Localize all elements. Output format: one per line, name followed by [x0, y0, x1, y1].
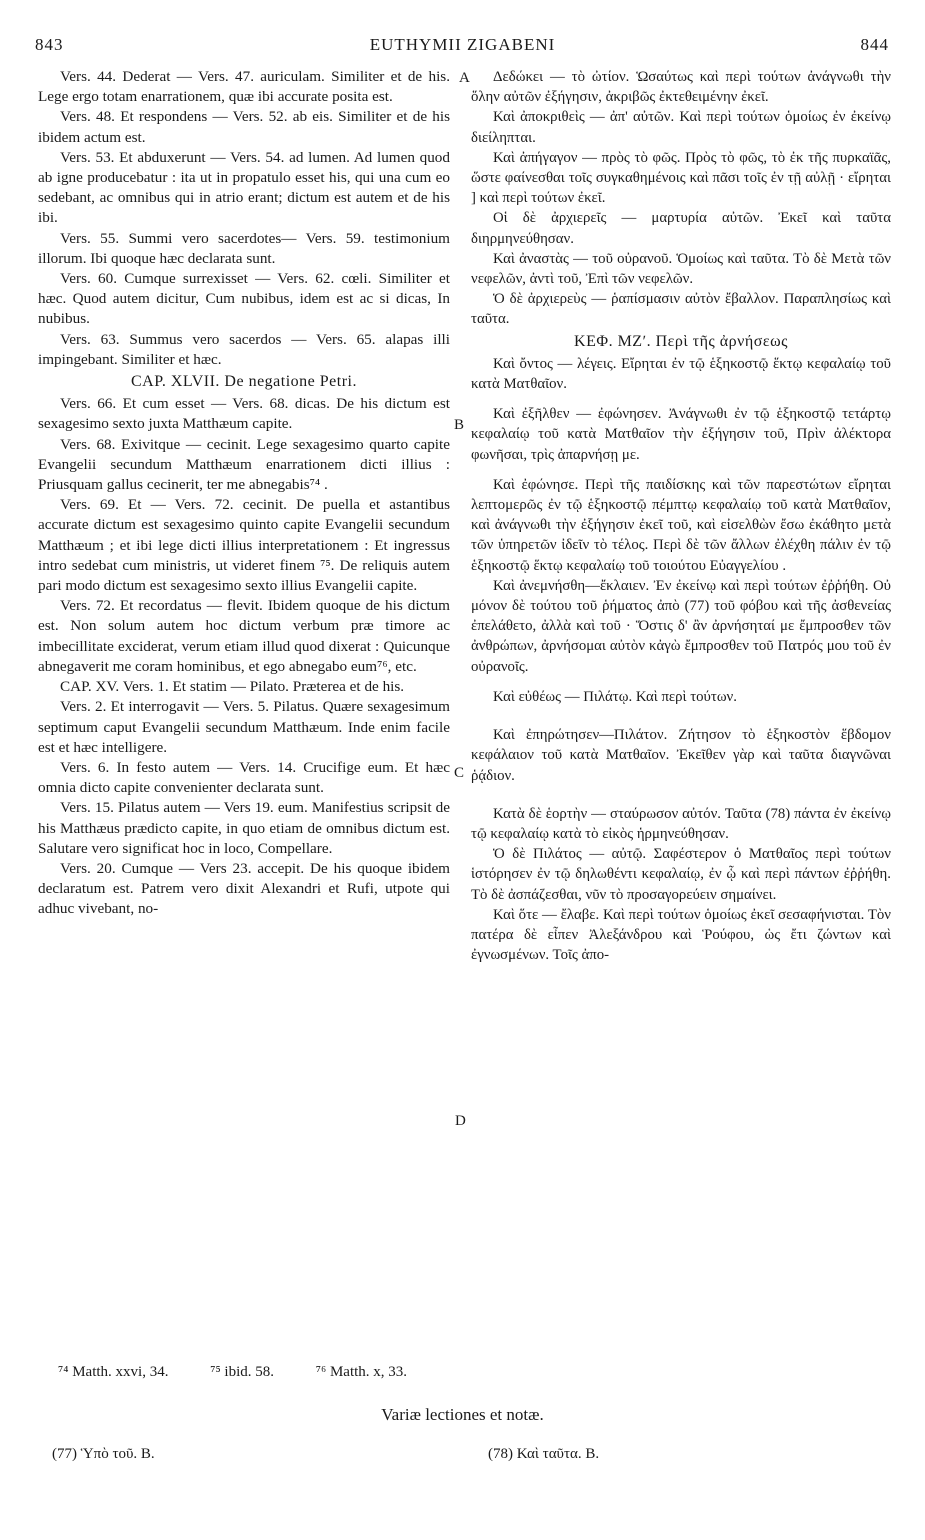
greek-paragraph: Κατὰ δὲ ἑορτὴν — σταύρωσον αὐτόν. Ταῦτα (78) πάντα ἐν ἐκείνῳ τῷ κεφαλαίῳ κατὰ τὸ εἰκὸς ἡρμηνεύθησαν. [471, 805, 891, 842]
chapter-heading-latin: CAP. XLVII. De negatione Petri. [131, 373, 357, 391]
footnote: ⁷⁴ Matth. xxvi, 34. [58, 1364, 169, 1380]
chapter-heading-greek: ΚΕΦ. ΜΖʹ. Περὶ τῆς ἀρνήσεως [574, 332, 788, 350]
latin-column [38, 67, 450, 920]
margin-mark-c: C [454, 765, 465, 781]
greek-paragraph: Καὶ ὄντος — λέγεις. Εἴρηται ἐν τῷ ἑξηκοστῷ ἕκτῳ κεφαλαίῳ τοῦ κατὰ Ματθαῖον. [471, 355, 891, 393]
variae-lectiones-heading: Variæ lectiones et notæ. [381, 1405, 544, 1424]
latin-paragraph: Vers. 60. Cumque surrexisset — Vers. 62. cœli. Similiter et hæc. Quod autem dicitur, Cum nubibus, idem est ac si dicas, In nubibus. [38, 270, 450, 328]
greek-paragraph: Καὶ ἐφώνησε. Περὶ τῆς παιδίσκης καὶ τῶν παρεστώτων εἴρηται λεπτομερῶς ἐν τῷ ἑξηκοστῷ πέμπτῳ κεφαλαίῳ τοῦ κατὰ Ματθαῖον, καὶ ἀνάγνωθι τὴν ἐξήγησιν ἐκεῖ τοῦ, καὶ εἰσελθὼν ἔσω ἐκάθητο μετὰ τῶν ὑπηρετῶν ἰδεῖν τὸ τέλος. Περὶ δὲ τῶν ἄλλων ἐλέχθη πάλιν ἐν τῷ ἑξηκοστῷ ἕκτῳ κεφαλαίῳ τοῦ τοιούτου Εὐαγγελίου . [471, 476, 891, 574]
greek-column [471, 67, 891, 965]
greek-paragraph: Καὶ ἀποκριθεὶς — ἀπ' αὐτῶν. Καὶ περὶ τούτων ὁμοίως ἐν ἐκείνῳ διείληπται. [471, 109, 891, 146]
chapter-heading-latin-xv: CAP. XV. Vers. 1. Et statim — Pilato. Præterea et de his. [60, 678, 405, 696]
latin-paragraph: Vers. 66. Et cum esset — Vers. 68. dicas. De his dictum est sexagesimo sexto juxta Matthæum capite. [38, 395, 450, 433]
page-number-left: 843 [35, 35, 64, 54]
latin-paragraph: Vers. 53. Et abduxerunt — Vers. 54. ad lumen. Ad lumen quod ab igne producebatur : ita ut in propatulo esset his, qui una cum eo sedebant, ac omnibus qui in atrio erant; dictum est autem et de his ibi. [38, 148, 450, 227]
latin-paragraph: Vers. 15. Pilatus autem — Vers 19. eum. Manifestius scripsit de his Matthæus prædicto capite, in quo etiam de omnibus dictum est. Salutare vero significat hoc in loco, Compellare. [38, 799, 450, 857]
variant-reading: (77) Ὑπὸ τοῦ. B. [52, 1446, 155, 1462]
latin-paragraph: Vers. 6. In festo autem — Vers. 14. Crucifige eum. Et hæc omnia dicto capite convenienter declarata sunt. [38, 758, 450, 797]
latin-paragraph: Vers. 44. Dederat — Vers. 47. auriculam. Similiter et de his. Lege ergo totam enarrationem, quæ ibi accurate posita est. [38, 68, 450, 106]
latin-paragraph: Vers. 55. Summi vero sacerdotes— Vers. 59. testimonium illorum. Ibi quoque hæc declarata sunt. [38, 229, 450, 267]
margin-mark-a: A [459, 70, 470, 86]
margin-mark-d: D [455, 1113, 466, 1129]
greek-paragraph: Ὁ δὲ ἀρχιερεὺς — ῥαπίσμασιν αὐτὸν ἔβαλλον. Παραπλησίως καὶ ταῦτα. [471, 291, 891, 328]
latin-paragraph: Vers. 48. Et respondens — Vers. 52. ab eis. Similiter et de his ibidem actum est. [38, 108, 450, 146]
greek-paragraph: Καὶ ἐξῆλθεν — ἐφώνησεν. Ἀνάγνωθι ἐν τῷ ἑξηκοστῷ τετάρτῳ κεφαλαίῳ τοῦ κατὰ Ματθαῖον τὴν ἐξήγησιν τοῦ, Πρὶν ἀλέκτορα φωνῆσαι, τρὶς ἀπαρνήσῃ με. [471, 406, 891, 463]
greek-paragraph: Καὶ ἐπηρώτησεν—Πιλάτον. Ζήτησον τὸ ἑξηκοστὸν ἕβδομον κεφάλαιον τοῦ κατὰ Ματθαῖον. Ἐκεῖθεν γὰρ καὶ ταῦτα διαγνῶναι ῥᾴδιον. [471, 727, 891, 784]
variant-reading: (78) Καὶ ταῦτα. B. [488, 1446, 600, 1462]
footnote: ⁷⁶ Matth. x, 33. [315, 1364, 408, 1380]
latin-paragraph: Vers. 72. Et recordatus — flevit. Ibidem quoque de his dictum est. Non solum autem hoc dictum verbum præ timore ac imbecillitate exciderat, verum etiam illud quod dixerat : Quicunque abnegaverit me coram hominibus, et ego abnegabo eum⁷⁶, etc. [38, 597, 450, 675]
greek-paragraph: Καὶ ἀνεμνήσθη—ἔκλαιεν. Ἐν ἐκείνῳ καὶ περὶ τούτων ἐῤῥήθη. Οὐ μόνον δὲ τούτου τοῦ ῥήματος ἀπὸ (77) τοῦ φόβου καὶ τῆς ἀσθενείας ἐπελάθετο, ἀλλὰ καὶ τοῦ · Ὅστις δ' ἂν ἀρνήσηταί με ἔμπροσθεν τῶν ἀνθρώπων, ἀρνήσομαι αὐτὸν κἀγὼ ἔμπροσθεν τοῦ Πατρός μου τοῦ ἐν οὐρανοῖς. [471, 577, 891, 675]
greek-paragraph: Καὶ ὅτε — ἔλαβε. Καὶ περὶ τούτων ὁμοίως ἐκεῖ σεσαφήνισται. Τὸν πατέρα δὲ εἶπεν Ἀλεξάνδρου καὶ Ῥούφου, ὡς ἔτι ζώντων καὶ ἐγνωσμένων. Τοῖς ἀπο- [471, 906, 891, 964]
footnotes [58, 1364, 898, 1381]
greek-paragraph: Καὶ ἀπήγαγον — πρὸς τὸ φῶς. Πρὸς τὸ φῶς, τὸ ἐκ τῆς πυρκαϊᾶς, ὥστε φαίνεσθαι τοῖς συγκαθημένοις καὶ πᾶσι τοῖς ἐν τῇ αὐλῇ · εἴρηται ] καὶ περὶ τούτων ἐκεῖ. [471, 149, 891, 207]
margin-mark-b: B [454, 417, 465, 433]
latin-paragraph: Vers. 63. Summus vero sacerdos — Vers. 65. alapas illi impingebant. Similiter et hæc. [38, 330, 450, 368]
greek-paragraph: Δεδώκει — τὸ ὠτίον. Ὡσαύτως καὶ περὶ τούτων ἀνάγνωθι τὴν ὅλην αὐτῶν ἐξήγησιν, ἀκριβῶς ἐκτεθειμένην ἐκεῖ. [471, 69, 891, 106]
latin-paragraph: Vers. 20. Cumque — Vers 23. accepit. De his quoque ibidem declaratum est. Patrem vero dixit Alexandri et Rufi, utpote qui adhuc vivebant, no- [38, 859, 450, 918]
latin-paragraph: Vers. 69. Et — Vers. 72. cecinit. De puella et astantibus accurate dictum est sexagesimo quinto capite Evangelii secundum Matthæum ; et ibi lege dicti illius interpretationem : Et ingressus intro sedebat cum ministris, ut videret finem ⁷⁵. De reliquis autem pari modo dictum est sexagesimo sexto illius Evangelii capite. [38, 496, 450, 595]
latin-paragraph: Vers. 2. Et interrogavit — Vers. 5. Pilatus. Quære sexagesimum septimum caput Evangelii secundum Matthæum. Inde enim facile est et hæc intelligere. [38, 698, 450, 756]
greek-paragraph: Οἱ δὲ ἀρχιερεῖς — μαρτυρία αὐτῶν. Ἐκεῖ καὶ ταῦτα διηρμηνεύθησαν. [471, 210, 891, 247]
running-header [0, 35, 925, 59]
running-title: EUTHYMII ZIGABENI [369, 35, 556, 54]
latin-paragraph: Vers. 68. Exivitque — cecinit. Lege sexagesimo quarto capite Evangelii secundum Matthæum enarrationem dicti illius : Priusquam gallus cecinerit, ter me abnegabis⁷⁴ . [38, 435, 450, 494]
greek-paragraph: Ὁ δὲ Πιλάτος — αὐτῷ. Σαφέστερον ὁ Ματθαῖος περὶ τούτων ἱστόρησεν ἐν τῷ δηλωθέντι κεφαλαίῳ, ἐν ᾧ καὶ περὶ πάντων ἐῤῥήθη. Τὸ δὲ ἀσπάζεσθαι, νῦν τὸ προσαγορεύειν σημαίνει. [471, 846, 891, 903]
greek-paragraph: Καὶ εὐθέως — Πιλάτῳ. Καὶ περὶ τούτων. [493, 688, 737, 705]
page-number-right: 844 [860, 35, 889, 54]
greek-paragraph: Καὶ ἀναστὰς — τοῦ οὐρανοῦ. Ὁμοίως καὶ ταῦτα. Τὸ δὲ Μετὰ τῶν νεφελῶν, ἀντὶ τοῦ, Ἐπὶ τῶν νεφελῶν. [471, 250, 891, 288]
footnote: ⁷⁵ ibid. 58. [210, 1364, 275, 1380]
